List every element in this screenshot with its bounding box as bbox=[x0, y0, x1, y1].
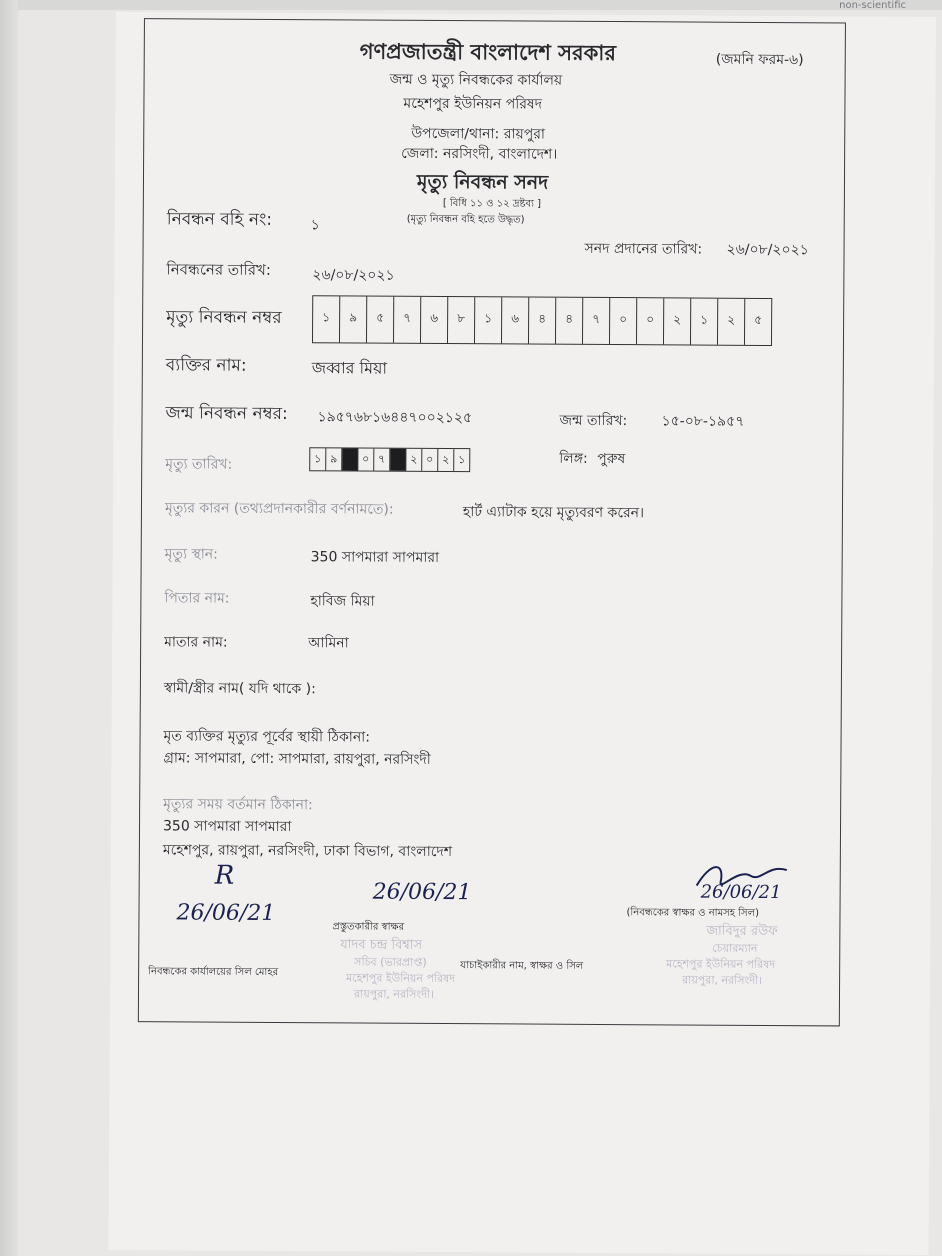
birth-date-label: জন্ম তারিখ: bbox=[559, 412, 628, 430]
preparer-stamp-place: রায়পুরা, নরসিংদী। bbox=[353, 987, 435, 1001]
birth-reg-number-label: জন্ম নিবন্ধন নম্বর: bbox=[165, 403, 288, 425]
union-name: মহেশপুর ইউনিয়ন পরিষদ bbox=[403, 95, 543, 113]
digit-box: ৫ bbox=[367, 297, 394, 343]
death-date-boxes bbox=[309, 447, 470, 472]
date-digit-box: ২ bbox=[438, 449, 454, 471]
date-digit-box: ৭ bbox=[374, 449, 390, 471]
background-corner-text: non-scientific bbox=[839, 0, 906, 11]
form-number: (জমনি ফরম-৬) bbox=[715, 51, 804, 69]
birth-reg-number-value: ১৯৫৭৬৮১৬৪৪৭০০২১২৫ bbox=[317, 409, 473, 427]
date-digit-box: ০ bbox=[422, 449, 438, 471]
preparer-stamp-office: মহেশপুর ইউনিয়ন পরিষদ bbox=[346, 971, 456, 986]
death-date-label: মৃত্যু তারিখ: bbox=[165, 456, 233, 473]
issue-date-value: ২৬/০৮/২০২১ bbox=[726, 241, 809, 259]
digit-box: ০ bbox=[610, 298, 637, 344]
death-reg-number-boxes bbox=[312, 295, 772, 346]
date-digit-box: ০ bbox=[358, 448, 374, 470]
mother-name-value: আমিনা bbox=[308, 635, 349, 652]
digit-box: ৪ bbox=[529, 298, 556, 344]
registrar-stamp-place: রায়পুরা, নরসিংদী। bbox=[682, 973, 763, 987]
book-number-label: নিবন্ধন বহি নং: bbox=[166, 209, 273, 230]
verifier-caption: যাচাইকারীর নাম, স্বাক্ষর ও সিল bbox=[460, 960, 584, 972]
date-digit-box: ৯ bbox=[326, 448, 342, 470]
digit-box: ২ bbox=[718, 299, 745, 345]
preparer-signature-caption: প্রস্তুতকারীর স্বাক্ষর bbox=[332, 921, 405, 933]
death-cause-label: মৃত্যুর কারন (তথ্যপ্রদানকারীর বর্ণনামতে): bbox=[164, 500, 394, 518]
date-digit-box: ১ bbox=[458, 452, 466, 466]
digit-box: ৮ bbox=[448, 297, 475, 343]
registrar-signature-caption: (নিবন্ধকের স্বাক্ষর ও নামসহ সিল) bbox=[626, 907, 760, 919]
extract-note: (মৃত্যু নিবন্ধন বহি হতে উদ্ধৃত) bbox=[406, 213, 525, 226]
gender-value: পুরুষ bbox=[597, 450, 626, 468]
digit-box: ৫ bbox=[754, 312, 763, 327]
district: জেলা: নরসিংদী, বাংলাদেশ। bbox=[401, 145, 558, 163]
gender-label: লিঙ্গ: bbox=[559, 450, 588, 467]
permanent-address-label: মৃত ব্যক্তির মৃত্যুর পূর্বের স্থায়ী ঠিকানা: bbox=[163, 728, 371, 746]
preparer-stamp-name: যাদব চন্দ্র বিশ্বাস bbox=[340, 937, 423, 953]
rule-reference: [ বিধি ১১ ও ১২ দ্রষ্টব্য ] bbox=[442, 198, 542, 210]
digit-box: ৪ bbox=[556, 298, 583, 344]
birth-date-value: ১৫-০৮-১৯৫৭ bbox=[661, 413, 745, 430]
death-place-value: 350 সাপমারা সাপমারা bbox=[310, 549, 440, 566]
digit-box: ১ bbox=[313, 296, 340, 342]
digit-box: ৬ bbox=[421, 297, 448, 343]
current-address-line1: 350 সাপমারা সাপমারা bbox=[162, 818, 292, 836]
issue-date-label: সনদ প্রদানের তারিখ: bbox=[584, 240, 703, 258]
father-name-label: পিতার নাম: bbox=[164, 590, 230, 607]
date-separator-box bbox=[342, 448, 358, 470]
left-signature-initial: R bbox=[214, 860, 235, 891]
office-name: জন্ম ও মৃত্যু নিবন্ধকের কার্যালয় bbox=[389, 71, 563, 89]
person-name-value: জব্বার মিয়া bbox=[311, 358, 388, 378]
digit-box: ২ bbox=[664, 298, 691, 344]
death-reg-number-label: মৃত্যু নিবন্ধন নম্বর bbox=[166, 307, 282, 329]
father-name-value: হাবিজ মিয়া bbox=[310, 593, 375, 610]
registrar-office-seal-caption: নিবন্ধকের কার্যালয়ের সিল মোহর bbox=[148, 966, 279, 979]
spouse-name-label: স্বামী/স্ত্রীর নাম( যদি থাকে ): bbox=[163, 680, 316, 698]
registration-date-value: ২৬/০৮/২০২১ bbox=[312, 267, 395, 284]
registrar-stamp-role: চেয়ারম্যান bbox=[712, 941, 758, 955]
registration-date-label: নিবন্ধনের তারিখ: bbox=[166, 260, 272, 279]
current-address-label: মৃত্যুর সময় বর্তমান ঠিকানা: bbox=[163, 796, 313, 814]
digit-box: ১ bbox=[475, 297, 502, 343]
current-address-line2: মহেশপুর, রায়পুরা, নরসিংদী, ঢাকা বিভাগ, বাংলাদেশ bbox=[162, 842, 453, 861]
digit-box: ৬ bbox=[502, 297, 529, 343]
book-number-value: ১ bbox=[310, 217, 320, 234]
certificate-title: মৃত্যু নিবন্ধন সনদ bbox=[416, 170, 549, 194]
left-signature-date: 26/06/21 bbox=[176, 900, 276, 926]
certificate-paper bbox=[108, 12, 936, 1255]
mother-name-label: মাতার নাম: bbox=[164, 634, 228, 651]
preparer-signature-date: 26/06/21 bbox=[372, 879, 472, 906]
digit-box: ০ bbox=[637, 298, 664, 344]
digit-box: ৯ bbox=[340, 296, 367, 342]
digit-box: ৭ bbox=[583, 298, 610, 344]
person-name-label: ব্যক্তির নাম: bbox=[165, 355, 247, 376]
date-digit-box: ২ bbox=[406, 449, 422, 471]
upazila: উপজেলা/থানা: রায়পুরা bbox=[411, 125, 546, 143]
registrar-signature-date: 26/06/21 bbox=[700, 881, 782, 904]
date-digit-box: ১ bbox=[310, 448, 326, 470]
preparer-stamp-role: সচিব (ভারপ্রাপ্ত) bbox=[354, 955, 427, 969]
registrar-stamp-office: মহেশপুর ইউনিয়ন পরিষদ bbox=[666, 957, 776, 972]
registrar-stamp-name: জাবিদুর রউফ bbox=[706, 923, 778, 940]
left-background-strip bbox=[0, 0, 18, 1256]
government-title: গণপ্রজাতন্ত্রী বাংলাদেশ সরকার bbox=[359, 39, 617, 66]
top-background-strip bbox=[0, 0, 942, 10]
digit-box: ৭ bbox=[394, 297, 421, 343]
digit-box: ১ bbox=[691, 299, 718, 345]
death-cause-value: হার্ট এ্যাটাক হয়ে মৃত্যুবরণ করেন। bbox=[462, 504, 645, 522]
death-place-label: মৃত্যু স্থান: bbox=[164, 546, 218, 563]
permanent-address-value: গ্রাম: সাপমারা, পো: সাপমারা, রায়পুরা, নরসিংদী bbox=[163, 750, 431, 768]
date-separator-box bbox=[390, 449, 406, 471]
